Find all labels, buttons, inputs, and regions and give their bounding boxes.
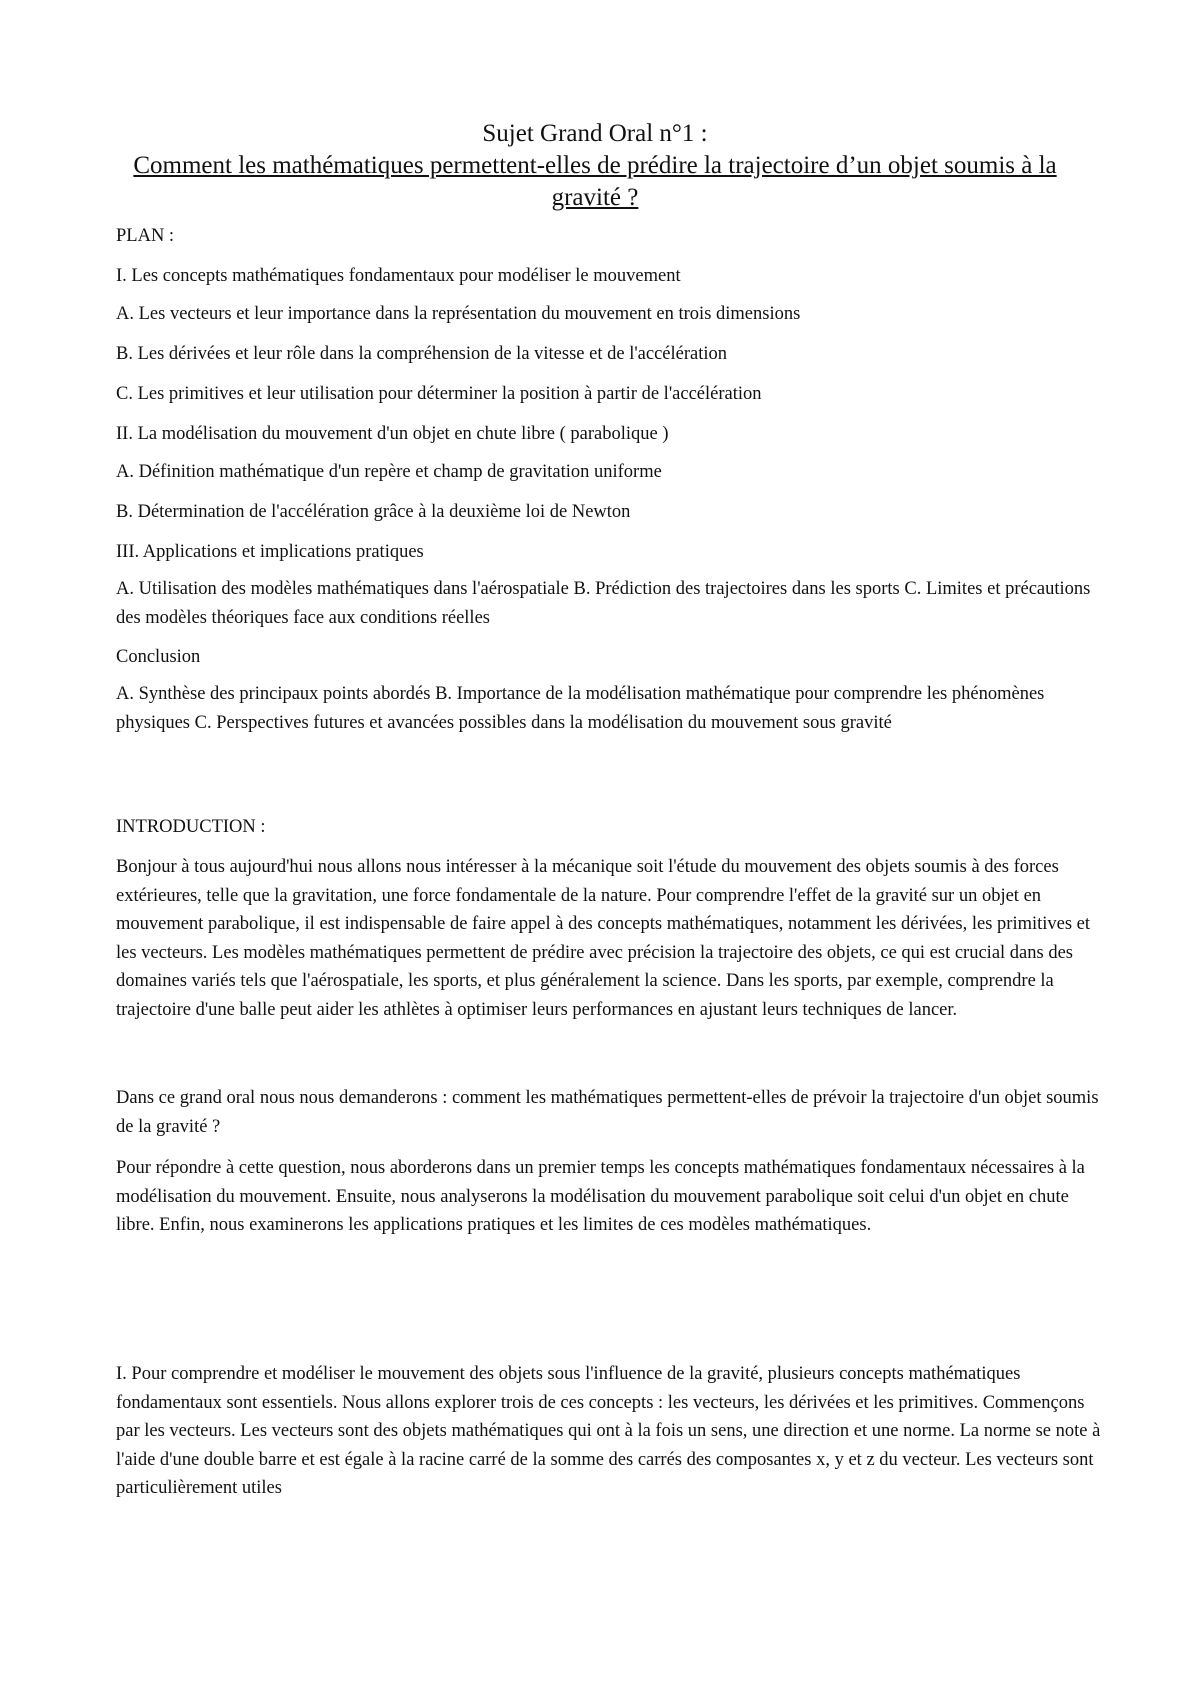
- plan-line-3abc: A. Utilisation des modèles mathématiques dans l'aérospatiale B. Prédiction des trajectoires dans les sports C. Limites et précautions des modèles théoriques face aux conditions réelles: [116, 579, 1091, 628]
- plan-line-part-2: II. La modélisation du mouvement d'un objet en chute libre ( parabolique ): [116, 424, 669, 444]
- document-subtitle: Comment les mathématiques permettent-elles de prédire la trajectoire d’un objet soumis à la gravité ?: [133, 152, 1057, 211]
- plan-line-conclusion: Conclusion: [116, 647, 201, 667]
- plan-line-part-1: I. Les concepts mathématiques fondamentaux pour modéliser le mouvement: [116, 266, 681, 286]
- plan-line-1c: C. Les primitives et leur utilisation pour déterminer la position à partir de l'accélération: [116, 384, 762, 404]
- title-block: [110, 118, 1080, 214]
- plan-heading: PLAN :: [116, 226, 175, 246]
- introduction-paragraph-1: Bonjour à tous aujourd'hui nous allons nous intéresser à la mécanique soit l'étude du mouvement des objets soumis à des forces extérieures, telle que la gravitation, une force fondamentale de la nature. Pour comprendre l'effet de la gravité sur un objet en mouvement parabolique, il est indispensable de faire appel à des concepts mathématiques, notamment les dérivées, les primitives et les vecteurs. Les modèles mathématiques permettent de prédire avec précision la trajectoire des objets, ce qui est crucial dans des domaines variés tels que l'aérospatiale, les sports, et plus généralement la science. Dans les sports, par exemple, comprendre la trajectoire d'une balle peut aider les athlètes à optimiser leurs performances en ajustant leurs techniques de lancer.: [116, 857, 1091, 1020]
- plan-line-2a: A. Définition mathématique d'un repère et champ de gravitation uniforme: [116, 462, 662, 482]
- plan-line-1a: A. Les vecteurs et leur importance dans la représentation du mouvement en trois dimensions: [116, 304, 801, 324]
- introduction-paragraph-3: Pour répondre à cette question, nous aborderons dans un premier temps les concepts mathématiques fondamentaux nécessaires à la modélisation du mouvement. Ensuite, nous analyserons la modélisation du mouvement parabolique soit celui d'un objet en chute libre. Enfin, nous examinerons les applications pratiques et les limites de ces modèles mathématiques.: [116, 1158, 1085, 1235]
- plan-line-conclusion-abc: A. Synthèse des principaux points abordés B. Importance de la modélisation mathématique pour comprendre les phénomènes physiques C. Perspectives futures et avancées possibles dans la modélisation du mouvement sous gravité: [116, 684, 1045, 733]
- introduction-paragraph-2: Dans ce grand oral nous nous demanderons : comment les mathématiques permettent-elles de prévoir la trajectoire d'un objet soumis de la gravité ?: [116, 1088, 1099, 1137]
- section-one-paragraph: I. Pour comprendre et modéliser le mouvement des objets sous l'influence de la gravité, plusieurs concepts mathématiques fondamentaux sont essentiels. Nous allons explorer trois de ces concepts : les vecteurs, les dérivées et les primitives. Commençons par les vecteurs. Les vecteurs sont des objets mathématiques qui ont à la fois un sens, une direction et une norme. La norme se note à l'aide d'une double barre et est égale à la racine carré de la somme des carrés des composantes x, y et z du vecteur. Les vecteurs sont particulièrement utiles: [116, 1364, 1101, 1498]
- plan-line-part-3: III. Applications et implications pratiques: [116, 542, 424, 562]
- plan-line-1b: B. Les dérivées et leur rôle dans la compréhension de la vitesse et de l'accélération: [116, 344, 728, 364]
- introduction-heading: INTRODUCTION :: [116, 817, 266, 837]
- document-title: Sujet Grand Oral n°1 :: [482, 120, 708, 147]
- plan-line-2b: B. Détermination de l'accélération grâce à la deuxième loi de Newton: [116, 502, 631, 522]
